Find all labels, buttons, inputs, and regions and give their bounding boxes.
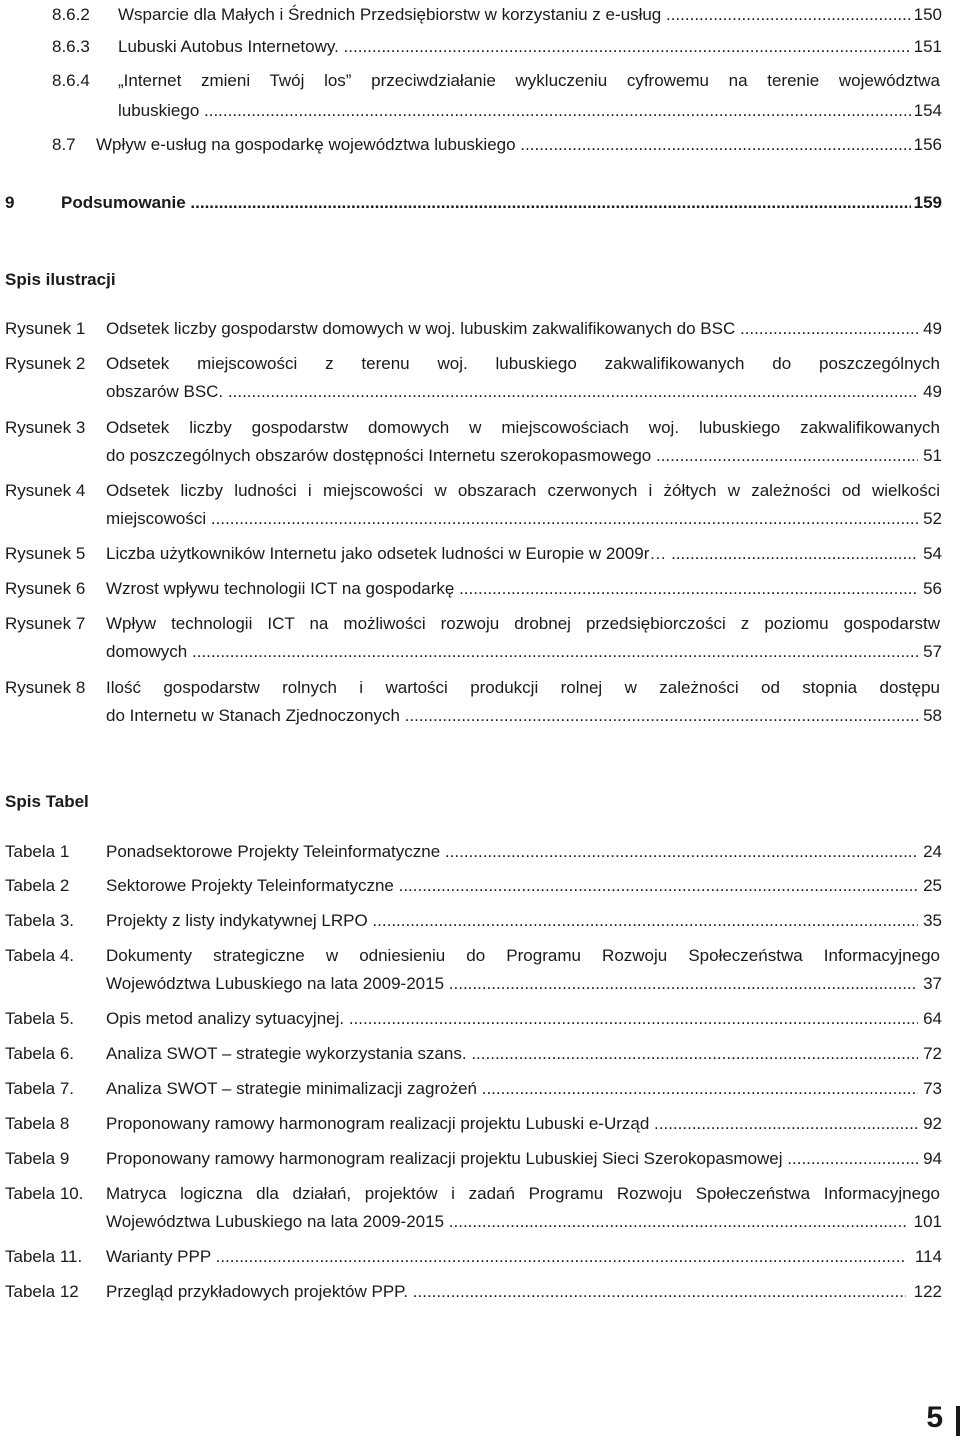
table-label: Tabela 11.: [5, 1247, 83, 1266]
table-label: Tabela 7.: [5, 1079, 74, 1098]
table-page: 101: [911, 1207, 942, 1237]
table-page: 35: [920, 906, 942, 936]
toc-page: 154: [911, 96, 942, 126]
toc-page: 156: [911, 130, 942, 160]
table-page: 37: [920, 969, 942, 999]
figure-label: Rysunek 8: [5, 678, 86, 697]
figure-page: 58: [920, 701, 942, 731]
table-page: 72: [920, 1039, 942, 1069]
table-entry-10[interactable]: [0, 1179, 960, 1209]
table-label: Tabela 9: [5, 1149, 70, 1168]
toc-title: Podsumowanie .....: [61, 188, 918, 218]
table-page: 64: [920, 1004, 942, 1034]
table-label: Tabela 2: [5, 876, 70, 895]
figure-title: Odsetek liczby gospodarstw domowych w woj. lubuskim zakwalifikowanych do BSC .....: [106, 314, 918, 344]
table-entry-6[interactable]: [0, 1039, 960, 1069]
table-title: Analiza SWOT – strategie minimalizacji zagrożeń .....: [106, 1074, 918, 1104]
table-label: Tabela 12: [5, 1282, 79, 1301]
tables-heading: Spis Tabel: [5, 792, 89, 811]
table-page: 122: [911, 1277, 942, 1307]
table-page: 114: [912, 1242, 942, 1272]
figure-page: 54: [920, 539, 942, 569]
table-label: Tabela 1: [5, 842, 70, 861]
table-title: Przegląd przykładowych projektów PPP. .....: [106, 1277, 906, 1307]
table-page: 25: [920, 871, 942, 901]
toc-page: 150: [911, 0, 942, 30]
table-entry-12[interactable]: [0, 1277, 960, 1307]
figure-title: Liczba użytkowników Internetu jako odsetek ludności w Europie w 2009r… .....: [106, 539, 918, 569]
toc-title-line1: „Internet zmieni Twój los” przeciwdziałanie wykluczeniu cyfrowemu na terenie województwa: [118, 71, 940, 90]
table-title-line2: Województwa Lubuskiego na lata 2009-2015 .....: [106, 969, 918, 999]
figure-label: Rysunek 3: [5, 418, 86, 437]
figure-title-line1: Odsetek miejscowości z terenu woj. lubuskiego zakwalifikowanych do poszczególnych: [106, 354, 940, 373]
table-entry-10-cont: [0, 1207, 960, 1237]
toc-title-line2: lubuskiego .....: [118, 96, 918, 126]
toc-page: 151: [911, 32, 942, 62]
figure-title-line1: Odsetek liczby ludności i miejscowości w obszarach czerwonych i żółtych w zależności od wielkości: [106, 481, 940, 500]
figure-entry-2[interactable]: [0, 349, 960, 379]
toc-entry-8-6-2[interactable]: [0, 0, 960, 30]
table-page: 92: [920, 1109, 942, 1139]
figure-entry-4[interactable]: [0, 476, 960, 506]
table-label: Tabela 5.: [5, 1009, 74, 1028]
figure-title-line2: do Internetu w Stanach Zjednoczonych .....: [106, 701, 918, 731]
toc-title: Wsparcie dla Małych i Średnich Przedsiębiorstw w korzystaniu z e-usług .....: [118, 0, 918, 30]
figure-page: 49: [920, 377, 942, 407]
figure-title-line1: Wpływ technologii ICT na możliwości rozwoju drobnej przedsiębiorczości z poziomu gospodarstw: [106, 614, 940, 633]
table-page: 24: [920, 837, 942, 867]
toc-number: 8.6.3: [52, 37, 90, 56]
table-title: Proponowany ramowy harmonogram realizacji projektu Lubuskiej Sieci Szerokopasmowej .....: [106, 1144, 918, 1174]
figure-title: Wzrost wpływu technologii ICT na gospodarkę .....: [106, 574, 918, 604]
figure-title-line2: obszarów BSC. .....: [106, 377, 918, 407]
toc-number: 9: [5, 193, 15, 212]
table-title: Ponadsektorowe Projekty Teleinformatyczne .....: [106, 837, 918, 867]
table-entry-5[interactable]: [0, 1004, 960, 1034]
table-label: Tabela 8: [5, 1114, 70, 1133]
page-edge-marker: [956, 1406, 960, 1436]
table-title: Analiza SWOT – strategie wykorzystania szans. .....: [106, 1039, 918, 1069]
table-title-line1: Matryca logiczna dla działań, projektów i zadań Programu Rozwoju Społeczeństwa Informacyjnego: [106, 1184, 940, 1203]
figures-heading: Spis ilustracji: [5, 270, 116, 289]
table-title: Proponowany ramowy harmonogram realizacji projektu Lubuski e-Urząd .....: [106, 1109, 918, 1139]
table-label: Tabela 3.: [5, 911, 74, 930]
toc-title: Lubuski Autobus Internetowy. .....: [118, 32, 918, 62]
table-title-line1: Dokumenty strategiczne w odniesieniu do Programu Rozwoju Społeczeństwa Informacyjnego: [106, 946, 940, 965]
table-title: Projekty z listy indykatywnej LRPO .....: [106, 906, 918, 936]
table-page: 73: [920, 1074, 942, 1104]
figure-label: Rysunek 5: [5, 544, 86, 563]
table-title: Sektorowe Projekty Teleinformatyczne .....: [106, 871, 918, 901]
figure-entry-3[interactable]: [0, 413, 960, 443]
figure-entry-7[interactable]: [0, 609, 960, 639]
figure-entry-3-cont: [0, 441, 960, 471]
toc-entry-8-6-3[interactable]: [0, 32, 960, 62]
table-entry-3[interactable]: [0, 906, 960, 936]
toc-number: 8.6.4: [52, 71, 90, 90]
table-label: Tabela 4.: [5, 946, 74, 965]
table-entry-9[interactable]: [0, 1144, 960, 1174]
table-title: Opis metod analizy sytuacyjnej. .....: [106, 1004, 918, 1034]
figure-label: Rysunek 7: [5, 614, 86, 633]
figure-entry-8-cont: [0, 701, 960, 731]
toc-number: 8.7: [52, 135, 76, 154]
figure-label: Rysunek 1: [5, 319, 86, 338]
table-title: Warianty PPP .....: [106, 1242, 906, 1272]
figure-page: 52: [920, 504, 942, 534]
figure-entry-6[interactable]: [0, 574, 960, 604]
toc-entry-8-6-4-cont: [0, 96, 960, 126]
figure-title-line2: miejscowości .....: [106, 504, 918, 534]
figure-entry-8[interactable]: [0, 673, 960, 703]
table-entry-2[interactable]: [0, 871, 960, 901]
toc-entry-9[interactable]: [0, 188, 960, 218]
figure-page: 49: [920, 314, 942, 344]
figure-title-line1: Ilość gospodarstw rolnych i wartości produkcji rolnej w zależności od stopnia dostępu: [106, 678, 940, 697]
table-entry-1[interactable]: [0, 837, 960, 867]
table-entry-11[interactable]: [0, 1242, 960, 1272]
page-number: 5: [926, 1401, 943, 1434]
figure-entry-7-cont: [0, 637, 960, 667]
figure-page: 51: [920, 441, 942, 471]
table-entry-4-cont: [0, 969, 960, 999]
table-label: Tabela 6.: [5, 1044, 74, 1063]
figure-entry-1[interactable]: [0, 314, 960, 344]
toc-page: 159: [911, 188, 942, 218]
toc-number: 8.6.2: [52, 5, 90, 24]
figure-title-line2: do poszczególnych obszarów dostępności Internetu szerokopasmowego .....: [106, 441, 918, 471]
table-title-line2: Województwa Lubuskiego na lata 2009-2015 .....: [106, 1207, 906, 1237]
toc-entry-8-7[interactable]: [0, 130, 960, 160]
figure-entry-5[interactable]: [0, 539, 960, 569]
figure-label: Rysunek 4: [5, 481, 86, 500]
table-label: Tabela 10.: [5, 1184, 84, 1203]
toc-entry-8-6-4[interactable]: [0, 66, 960, 96]
figure-title-line1: Odsetek liczby gospodarstw domowych w miejscowościach woj. lubuskiego zakwalifikowanych: [106, 418, 940, 437]
figure-label: Rysunek 2: [5, 354, 86, 373]
figure-page: 57: [920, 637, 942, 667]
table-entry-8[interactable]: [0, 1109, 960, 1139]
table-entry-7[interactable]: [0, 1074, 960, 1104]
table-entry-4[interactable]: [0, 941, 960, 971]
figure-label: Rysunek 6: [5, 579, 86, 598]
figure-entry-2-cont: [0, 377, 960, 407]
figure-title-line2: domowych .....: [106, 637, 918, 667]
table-page: 94: [920, 1144, 942, 1174]
toc-title: Wpływ e-usług na gospodarkę województwa lubuskiego .....: [96, 130, 918, 160]
figure-page: 56: [920, 574, 942, 604]
figure-entry-4-cont: [0, 504, 960, 534]
